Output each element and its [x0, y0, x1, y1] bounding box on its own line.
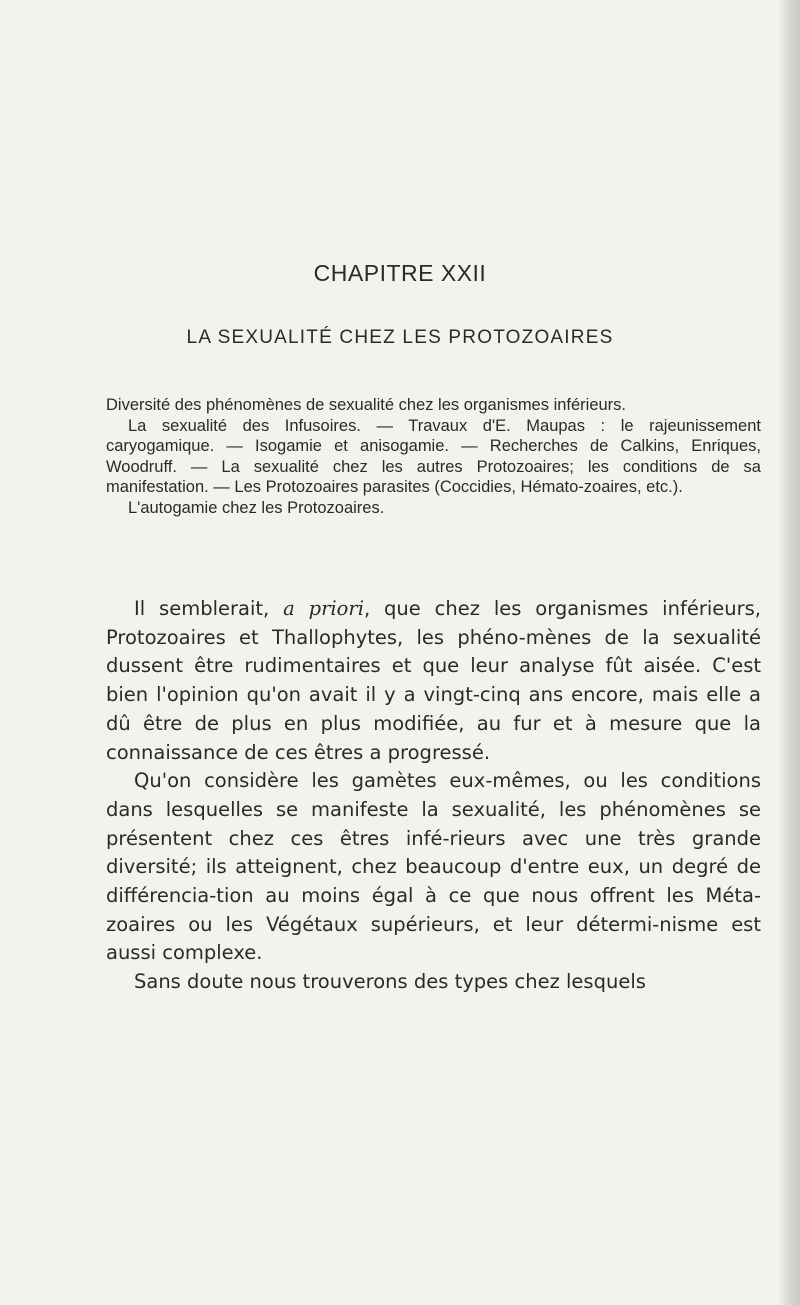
- paragraph: Qu'on considère les gamètes eux-mêmes, ou les conditions dans lesquelles se manifeste la sexualité, les phénomènes se présentent chez ces êtres infé-rieurs avec une très grande diversité; ils atteignent, chez beaucoup d'entre eux, un degré de différencia-tion au moins égal à ce que nous offrent les Méta-zoaires ou les Végétaux supérieurs, et leur détermi-nisme est aussi complexe.: [106, 769, 761, 965]
- body-text: [106, 595, 761, 997]
- summary-item: La sexualité des Infusoires. — Travaux d'E. Maupas : le rajeunissement caryogamique. — Isogamie et anisogamie. — Recherches de Calkins, Enriques, Woodruff. — La sexualité chez les autres Protozoaires; les conditions de sa manifestation. — Les Protozoaires parasites (Coccidies, Hémato-zoaires, etc.).: [106, 416, 761, 496]
- chapter-heading: CHAPITRE XXII: [313, 260, 487, 286]
- paragraph: Sans doute nous trouverons des types chez lesquels: [134, 970, 646, 994]
- chapter-summary: [106, 395, 761, 518]
- summary-item: Diversité des phénomènes de sexualité chez les organismes inférieurs.: [106, 396, 627, 414]
- italic-phrase: a priori: [283, 597, 364, 620]
- page-edge-shadow: [778, 0, 800, 1305]
- chapter-title: LA SEXUALITÉ CHEZ LES PROTOZOAIRES: [186, 327, 614, 348]
- summary-item: L'autogamie chez les Protozoaires.: [128, 498, 385, 517]
- paragraph-text: , que chez les organismes inférieurs, Protozoaires et Thallophytes, les phéno-mènes de la sexualité dussent être rudimentaires et que leur analyse fût aisée. C'est bien l'opinion qu'on avait il y a vingt-cinq ans encore, mais elle a dû être de plus en plus modifiée, au fur et à mesure que la connaissance de ces êtres a progressé.: [106, 597, 761, 764]
- paragraph-text: Il semblerait,: [134, 597, 284, 620]
- paragraph: [106, 595, 761, 767]
